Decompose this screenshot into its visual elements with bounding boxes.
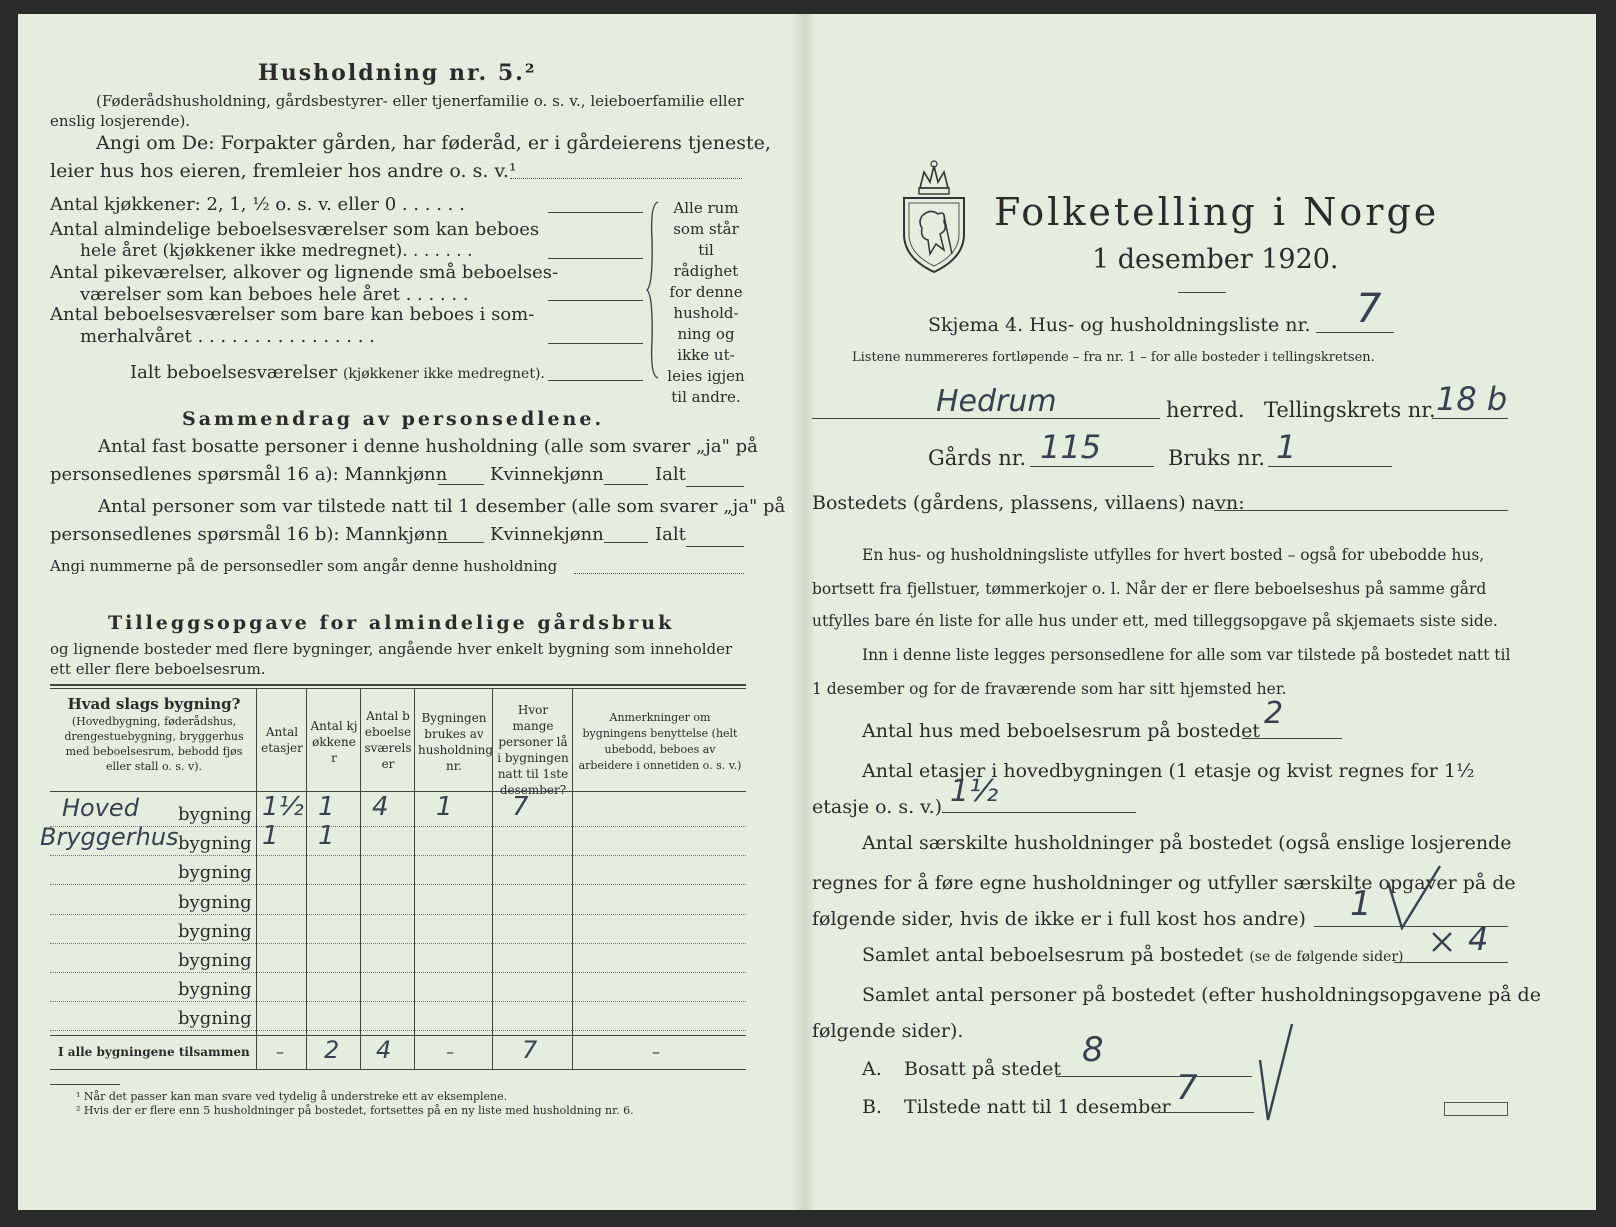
q-a-fill[interactable] bbox=[1056, 1076, 1252, 1077]
header-kjokkener: Antal kjøkkener bbox=[310, 719, 358, 765]
cell-vaerelser[interactable]: 4 bbox=[372, 792, 389, 822]
rooms-total-fill[interactable] bbox=[548, 380, 643, 381]
table-col-divider bbox=[414, 688, 415, 1069]
building-label: bygning bbox=[178, 920, 252, 942]
instruction-2: bortsett fra fjellstuer, tømmerkojer o. l. Når der er flere beboelseshus på samme gård bbox=[812, 580, 1487, 598]
total-label: I alle bygningene tilsammen bbox=[58, 1045, 250, 1059]
check-mark-icon bbox=[1384, 862, 1444, 932]
building-label: bygning bbox=[178, 950, 252, 971]
table-col-divider bbox=[306, 688, 307, 1069]
bruks-value[interactable]: 1 bbox=[1276, 428, 1297, 466]
census-date: 1 desember 1920. bbox=[1092, 244, 1339, 275]
brace-note-line: til andre. bbox=[671, 388, 741, 406]
building-label: bygning bbox=[178, 862, 252, 884]
rooms-smaa: værelser som kan beboes hele året . . . . . . bbox=[80, 284, 469, 305]
footnote-rule bbox=[50, 1084, 120, 1085]
p2-kvinne-label: Kvinnekjønn bbox=[490, 524, 604, 545]
table-bottom-rule bbox=[50, 1069, 746, 1070]
page-fold bbox=[792, 14, 814, 1210]
building-name-cell[interactable]: Hoved bbox=[62, 794, 139, 822]
footnote-2: ² Hvis der er flere enn 5 husholdninger på bostedet, fortsettes på en ny liste med husholdning nr. 6. bbox=[76, 1104, 634, 1117]
skjema-label: Skjema 4. Hus- og husholdningsliste nr. bbox=[928, 314, 1311, 336]
p2-ialt-label: Ialt bbox=[655, 524, 686, 545]
summary-p2a: Antal personer som var tilstede natt til 1 desember (alle som svarer „ja" på bbox=[98, 496, 786, 517]
summary-p1b: personsedlenes spørsmål 16 a): Mannkjønn bbox=[50, 464, 448, 485]
q-hush-line-3: følgende sider, hvis de ikke er i full kost hos andre) bbox=[812, 908, 1306, 930]
household-title: Husholdning nr. 5.² bbox=[258, 60, 537, 86]
tillegg-desc-2: ett eller flere beboelsesrum. bbox=[50, 660, 266, 678]
header-building-type bbox=[56, 696, 252, 774]
tellingskrets-fill[interactable] bbox=[1432, 418, 1508, 419]
rooms-sommer: Antal beboelsesværelser som bare kan beboes i som- bbox=[50, 304, 535, 325]
bruks-fill[interactable] bbox=[1268, 466, 1392, 467]
cross-mark-icon bbox=[1430, 930, 1454, 954]
brace-note-line: for denne bbox=[669, 283, 743, 301]
angi-line-1: Angi om De: Forpakter gården, har føderåd, er i gårdeierens tjeneste, bbox=[96, 132, 771, 154]
rooms-kjokkener: Antal kjøkkener: 2, 1, ½ o. s. v. eller 0 . . . . . . bbox=[50, 194, 465, 215]
tillegg-title: Tilleggsopgave for almindelige gårdsbruk bbox=[108, 612, 675, 634]
bostedets-label: Bostedets (gårdens, plassens, villaens) navn: bbox=[812, 492, 1245, 514]
angi-fill[interactable] bbox=[510, 178, 742, 179]
household-subtitle-2: enslig losjerende). bbox=[50, 112, 191, 130]
q-rum-fill[interactable] bbox=[1394, 962, 1508, 963]
cell-husholdning[interactable]: 1 bbox=[436, 792, 453, 822]
gards-label: Gårds nr. bbox=[928, 446, 1027, 470]
table-row bbox=[50, 1030, 746, 1031]
coat-of-arms-icon bbox=[900, 158, 968, 274]
herred-label: herred. bbox=[1166, 398, 1245, 422]
brace-note-line: rådighet bbox=[673, 262, 739, 280]
household-subtitle: (Føderådshusholdning, gårdsbestyrer- eller tjenerfamilie o. s. v., leieboerfamilie eller bbox=[96, 92, 744, 110]
table-top-rule-2 bbox=[50, 688, 746, 689]
check-mark-icon bbox=[1256, 1020, 1296, 1124]
q-hus-fill[interactable] bbox=[1242, 738, 1342, 739]
instruction-1: En hus- og husholdningsliste utfylles for hvert bosted – også for ubebodde hus, bbox=[862, 546, 1485, 564]
q-pers-line-2: følgende sider). bbox=[812, 1020, 964, 1042]
building-label: bygning bbox=[178, 833, 252, 855]
q-etasjer-line-2: etasje o. s. v.) bbox=[812, 796, 943, 818]
rooms-total-label: Ialt beboelsesværelser bbox=[130, 362, 338, 383]
brace-note-line: leies igjen bbox=[667, 367, 745, 385]
table-col-divider bbox=[360, 688, 361, 1069]
cell-kjokkener[interactable]: 1 bbox=[318, 792, 335, 822]
instruction-4: Inn i denne liste legges personsedlene for alle som var tilstede på bostedet natt til bbox=[862, 646, 1511, 664]
brace-note-line: hushold- bbox=[673, 304, 739, 322]
skjema-value[interactable]: 7 bbox=[1356, 286, 1382, 332]
angi-nummerne-fill[interactable] bbox=[574, 573, 744, 574]
brace-note bbox=[664, 198, 748, 408]
rooms-pikevaerelser: Antal pikeværelser, alkover og lignende små beboelses- bbox=[50, 262, 559, 283]
p1-kvinne-label: Kvinnekjønn bbox=[490, 464, 604, 485]
q-etasjer-value[interactable]: 1½ bbox=[950, 774, 999, 809]
q-b-fill[interactable] bbox=[1158, 1112, 1254, 1113]
p1-kvinne-fill[interactable] bbox=[604, 484, 648, 485]
rooms-fill-4[interactable] bbox=[548, 343, 643, 344]
tillegg-desc-1: og lignende bosteder med flere bygninger, angående hver enkelt bygning som inneholder bbox=[50, 640, 733, 658]
header-anmerkninger: Anmerkninger om bygningens benyttelse (helt ubebodd, beboes av arbeidere i onnetiden o. s. v.) bbox=[578, 711, 742, 772]
table-top-rule bbox=[50, 684, 746, 686]
brace-note-line: ikke ut- bbox=[677, 346, 735, 364]
rooms-fill-3[interactable] bbox=[548, 300, 643, 301]
total-vaerelser[interactable]: 4 bbox=[376, 1036, 392, 1064]
p2-ialt-fill[interactable] bbox=[686, 546, 744, 547]
brace-icon bbox=[646, 200, 662, 380]
instruction-5: 1 desember og for de fraværende som har sitt hjemsted her. bbox=[812, 680, 1287, 698]
total-husholdning: – bbox=[446, 1042, 454, 1061]
footnote-1: ¹ Når det passer kan man svare ved tydelig å understreke ett av eksemplene. bbox=[76, 1090, 508, 1103]
table-total-rule bbox=[50, 1035, 746, 1036]
q-hush-line-1: Antal særskilte husholdninger på bostedet (også enslige losjerende bbox=[862, 832, 1512, 854]
summary-p1a: Antal fast bosatte personer i denne husholdning (alle som svarer „ja" på bbox=[98, 436, 758, 457]
summary-title: Sammendrag av personsedlene. bbox=[182, 408, 605, 430]
total-anm: – bbox=[652, 1042, 660, 1061]
table-row bbox=[50, 855, 746, 856]
q-hush-line-2: regnes for å føre egne husholdninger og utfyller særskilte opgaver på de bbox=[812, 872, 1516, 894]
header-husholdning: Bygningen brukes av husholdning nr. bbox=[418, 711, 494, 773]
angi-line-2: leier hus hos eieren, fremleier hos andre o. s. v.¹ bbox=[50, 160, 517, 182]
building-label: bygning bbox=[178, 804, 252, 825]
header-personer: Hvor mange personer lå i bygningen natt til 1ste desember? bbox=[497, 703, 569, 797]
summary-p2b: personsedlenes spørsmål 16 b): Mannkjønn bbox=[50, 524, 449, 545]
total-kjokkener[interactable]: 2 bbox=[324, 1036, 340, 1064]
header-building-type-title: Hvad slags bygning? bbox=[67, 695, 241, 713]
instruction-3: utfylles bare én liste for alle hus under ett, med tilleggsopgave på skjemaets siste side. bbox=[812, 612, 1498, 630]
rooms-almindelige: Antal almindelige beboelsesværelser som kan beboes bbox=[50, 219, 540, 240]
q-a-value[interactable]: 8 bbox=[1082, 1030, 1104, 1070]
building-label: bygning bbox=[178, 891, 252, 913]
q-a-text: Bosatt på stedet bbox=[904, 1058, 1061, 1080]
listene-note: Listene nummereres fortløpende – fra nr. 1 – for alle bosteder i tellingskretsen. bbox=[852, 350, 1375, 365]
tellingskrets-label: Tellingskrets nr. bbox=[1264, 398, 1436, 422]
rooms-hele-aret: hele året (kjøkkener ikke medregnet). . . . . . . bbox=[80, 241, 473, 261]
total-personer[interactable]: 7 bbox=[522, 1036, 538, 1064]
tellingskrets-value[interactable]: 18 b bbox=[1436, 380, 1508, 418]
q-pers-line-1: Samlet antal personer på bostedet (efter husholdningsopgavene på de bbox=[862, 984, 1541, 1006]
building-label: bygning bbox=[178, 979, 252, 1001]
q-etasjer-fill[interactable] bbox=[942, 812, 1136, 813]
cell-personer[interactable]: 7 bbox=[512, 792, 529, 822]
building-label: bygning bbox=[178, 1008, 252, 1030]
q-b-text: Tilstede natt til 1 desember bbox=[904, 1096, 1171, 1118]
rooms-fill-2[interactable] bbox=[548, 258, 643, 259]
p2-kvinne-fill[interactable] bbox=[604, 542, 648, 543]
bruks-label: Bruks nr. bbox=[1168, 446, 1266, 470]
total-etasjer: – bbox=[276, 1042, 284, 1061]
summary-angi: Angi nummerne på de personsedler som angår denne husholdning bbox=[50, 557, 558, 575]
gards-fill[interactable] bbox=[1030, 466, 1154, 467]
rooms-fill-1[interactable] bbox=[548, 212, 643, 213]
brace-note-line: ning og bbox=[677, 325, 735, 343]
header-vaerelser: Antal beboelsesværelser bbox=[364, 709, 412, 771]
building-name-cell[interactable]: Bryggerhus bbox=[40, 823, 179, 852]
printer-stamp bbox=[1444, 1102, 1508, 1116]
q-rum-value[interactable]: 4 bbox=[1468, 920, 1489, 958]
table-col-divider bbox=[572, 688, 573, 1069]
brace-note-line: Alle rum bbox=[673, 199, 739, 217]
title-divider bbox=[1178, 292, 1226, 293]
q-b-value[interactable]: 7 bbox=[1176, 1068, 1198, 1108]
rooms-total-note: (kjøkkener ikke medregnet). bbox=[342, 366, 545, 382]
q-etasjer-line-1: Antal etasjer i hovedbygningen (1 etasje og kvist regnes for 1½ bbox=[862, 760, 1475, 782]
herred-value[interactable]: Hedrum bbox=[936, 384, 1057, 419]
q-rum-note: (se de følgende sider) bbox=[1249, 949, 1404, 965]
table-row bbox=[50, 943, 746, 944]
brace-note-line: som står til bbox=[673, 220, 739, 259]
cell-kjokkener[interactable]: 1 bbox=[318, 821, 335, 852]
header-building-type-desc: (Hovedbygning, føderådshus, drengestuebygning, bryggerhus med beboelsesrum, bebodd fjøs eller stall o. s. v). bbox=[64, 715, 244, 773]
table-row bbox=[50, 914, 746, 915]
cell-etasjer[interactable]: 1½ bbox=[262, 792, 304, 822]
table-row bbox=[50, 1001, 746, 1002]
cell-etasjer[interactable]: 1 bbox=[262, 821, 279, 852]
q-a-label: A. bbox=[862, 1058, 882, 1080]
p1-mann-fill[interactable] bbox=[438, 484, 484, 485]
rooms-total bbox=[130, 362, 545, 383]
gards-value[interactable]: 115 bbox=[1040, 428, 1102, 466]
q-hus-label: Antal hus med beboelsesrum på bostedet bbox=[862, 720, 1261, 742]
skjema-fill[interactable] bbox=[1316, 332, 1394, 333]
q-b-label: B. bbox=[862, 1096, 883, 1118]
table-head-rule bbox=[50, 791, 746, 792]
q-hus-value[interactable]: 2 bbox=[1264, 696, 1284, 731]
rooms-sommerhalvaret: merhalvåret . . . . . . . . . . . . . . . . bbox=[80, 326, 375, 347]
q-rum-text: Samlet antal beboelsesrum på bostedet bbox=[862, 944, 1244, 966]
p2-mann-fill[interactable] bbox=[438, 542, 484, 543]
table-col-divider bbox=[256, 688, 257, 1069]
p1-ialt-fill[interactable] bbox=[686, 486, 744, 487]
p1-ialt-label: Ialt bbox=[655, 464, 686, 485]
table-row bbox=[50, 884, 746, 885]
q-rum-label bbox=[862, 944, 1404, 966]
bostedets-fill[interactable] bbox=[1214, 510, 1508, 511]
q-hush-value[interactable]: 1 bbox=[1350, 884, 1372, 924]
table-row bbox=[50, 972, 746, 973]
header-etasjer: Antal etasjer bbox=[261, 725, 303, 755]
census-title: Folketelling i Norge bbox=[994, 190, 1440, 234]
